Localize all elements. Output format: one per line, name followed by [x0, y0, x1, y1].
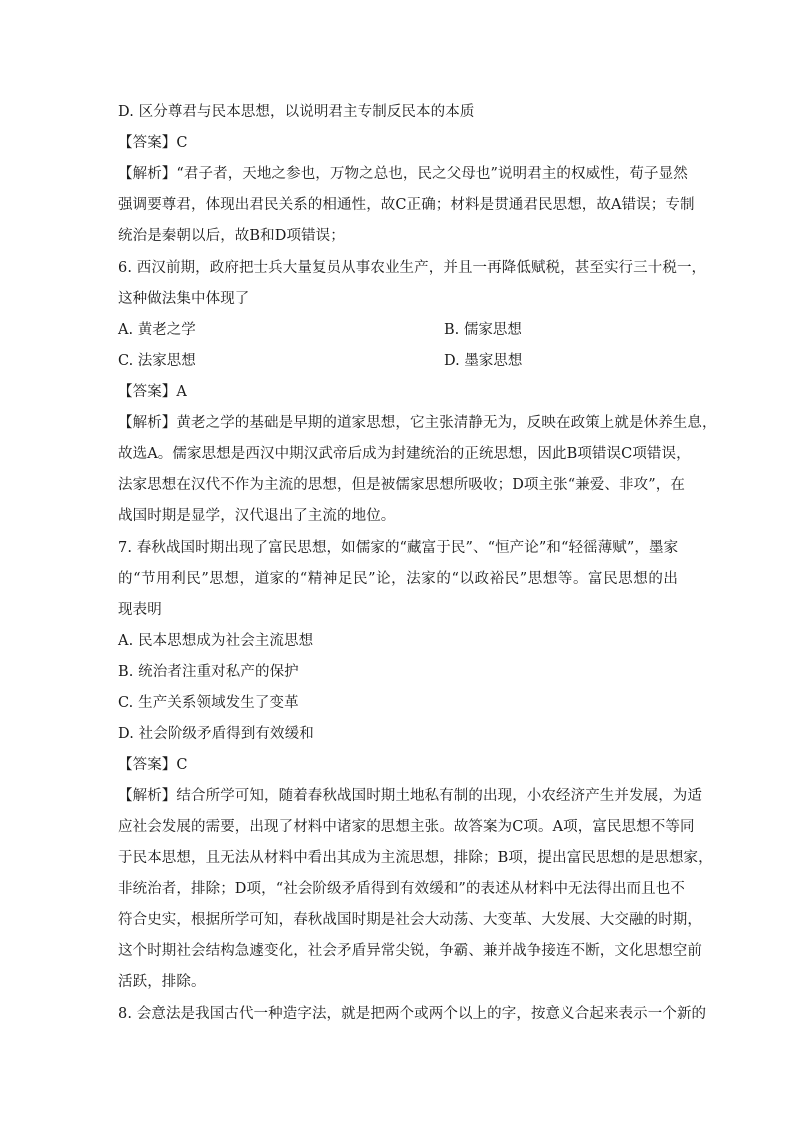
q7-stem-line-3: 现表明 [118, 602, 162, 618]
q7-analysis-line-6: 这个时期社会结构急遽变化，社会矛盾异常尖锐，争霸、兼并战争接连不断，文化思想空前 [118, 943, 702, 959]
q6-analysis-line-2: 故选A。儒家思想是西汉中期汉武帝后成为封建统治的正统思想，因此B项错误C项错误， [118, 446, 691, 462]
q6-analysis-line-4: 战国时期是显学，汉代退出了主流的地位。 [118, 508, 396, 524]
q6-option-c: C. 法家思想 [118, 353, 196, 369]
q7-option-a: A. 民本思想成为社会主流思想 [118, 633, 314, 649]
q7-answer: 【答案】C [118, 757, 188, 773]
q7-analysis-line-4: 非统治者，排除；D项，“社会阶级矛盾得到有效缓和”的表述从材料中无法得出而且也不 [118, 881, 685, 897]
q7-option-b: B. 统治者注重对私产的保护 [118, 664, 299, 680]
q7-analysis-line-7: 活跃，排除。 [118, 974, 206, 990]
q6-stem-line-2: 这种做法集中体现了 [118, 291, 250, 307]
q7-analysis-line-1: 【解析】结合所学可知，随着春秋战国时期土地私有制的出现，小农经济产生并发展，为适 [118, 788, 702, 804]
q7-analysis-line-5: 符合史实，根据所学可知，春秋战国时期是社会大动荡、大变革、大发展、大交融的时期， [118, 912, 702, 928]
q6-option-a: A. 黄老之学 [118, 322, 196, 338]
q5-option-d: D. 区分尊君与民本思想，以说明君主专制反民本的本质 [118, 104, 475, 120]
q7-option-c: C. 生产关系领域发生了变革 [118, 695, 299, 711]
q5-answer: 【答案】C [118, 135, 188, 151]
q7-stem-line-2: 的“节用利民”思想，道家的“精神足民”论，法家的“以政裕民”思想等。富民思想的出 [118, 571, 678, 587]
q7-stem-line-1: 7. 春秋战国时期出现了富民思想，如儒家的“藏富于民”、“恒产论”和“轻徭薄赋”，墨家 [118, 540, 679, 556]
q5-analysis-line-1: 【解析】“君子者，天地之参也，万物之总也，民之父母也”说明君主的权威性，荀子显然 [118, 166, 688, 182]
q6-answer: 【答案】A [118, 384, 187, 400]
q5-analysis-line-2: 强调要尊君，体现出君民关系的相通性，故C正确；材料是贯通君民思想，故A错误；专制 [118, 197, 695, 213]
q7-analysis-line-3: 于民本思想，且无法从材料中看出其成为主流思想，排除；B项，提出富民思想的是思想家， [118, 850, 713, 866]
q6-analysis-line-3: 法家思想在汉代不作为主流的思想，但是被儒家思想所吸收；D项主张“兼爱、非攻”，在 [118, 477, 685, 493]
q7-option-d: D. 社会阶级矛盾得到有效缓和 [118, 726, 314, 742]
q8-stem-line-1: 8. 会意法是我国古代一种造字法，就是把两个或两个以上的字，按意义合起来表示一个新的 [118, 1006, 707, 1022]
q7-analysis-line-2: 应社会发展的需要，出现了材料中诸家的思想主张。故答案为C项。A项，富民思想不等同 [118, 819, 695, 835]
q5-analysis-line-3: 统治是秦朝以后，故B和D项错误； [118, 228, 345, 244]
q6-option-d: D. 墨家思想 [444, 353, 523, 369]
q6-analysis-line-1: 【解析】黄老之学的基础是早期的道家思想，它主张清静无为，反映在政策上就是休养生息， [118, 415, 717, 431]
q6-stem-line-1: 6. 西汉前期，政府把士兵大量复员从事农业生产，并且一再降低赋税，甚至实行三十税一， [118, 260, 707, 276]
q6-option-b: B. 儒家思想 [444, 322, 522, 338]
